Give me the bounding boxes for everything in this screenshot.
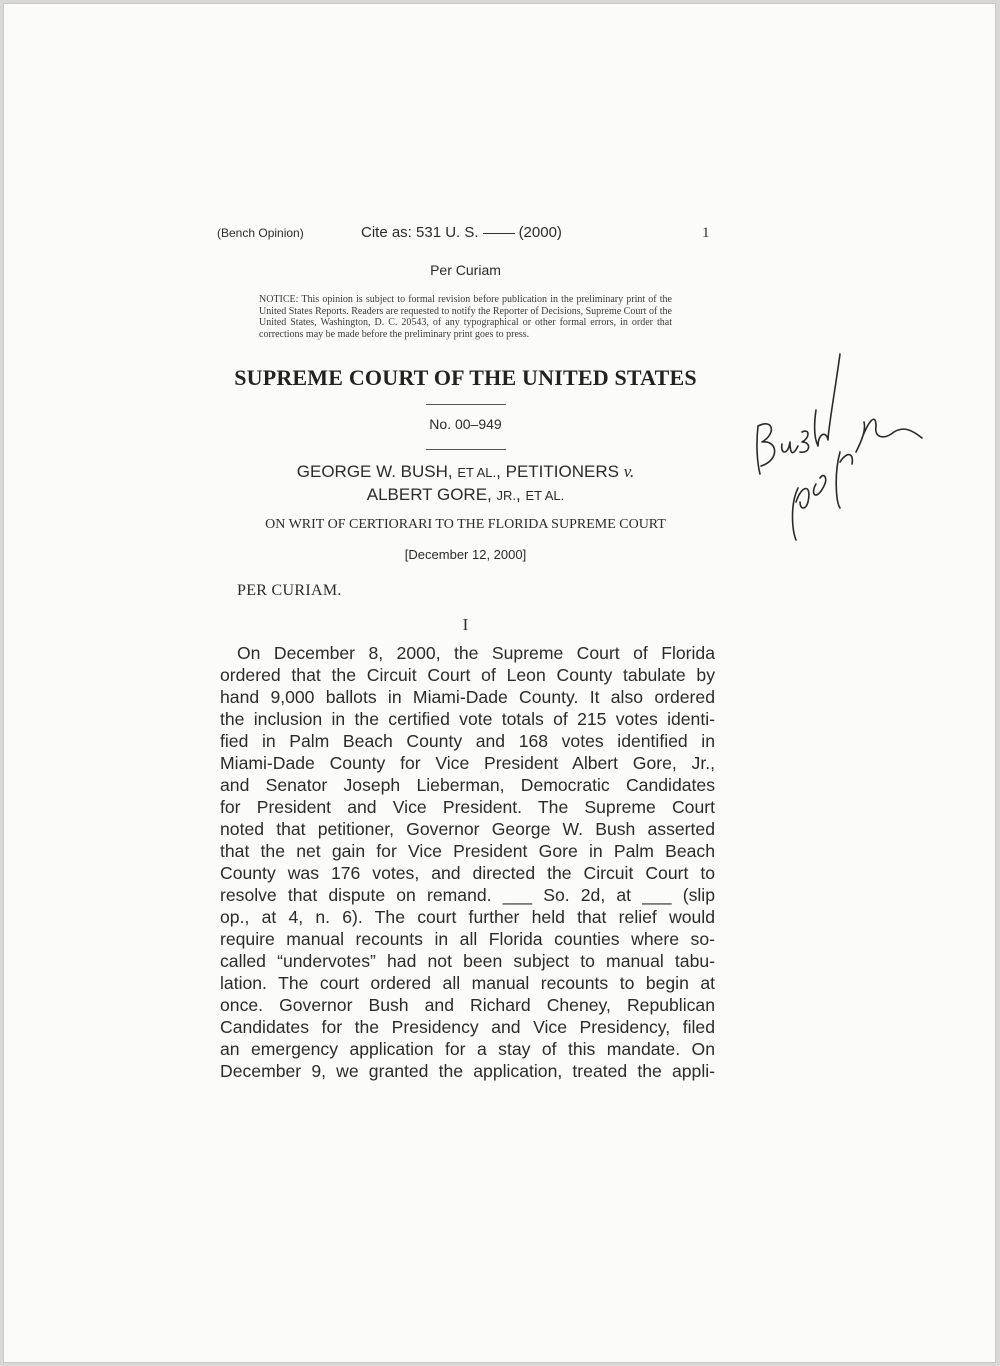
body-line: noted that petitioner, Governor George W. Bush asserted <box>220 819 715 839</box>
parties-line-2 <box>217 484 714 507</box>
respondent-name: ALBERT GORE, <box>366 485 492 504</box>
signature-strokes <box>757 354 922 540</box>
body-line: that the net gain for Vice President Gore in Palm Beach <box>220 841 715 861</box>
citation-year: (2000) <box>518 224 562 241</box>
notice-paragraph: NOTICE: This opinion is subject to formal revision before publication in the preliminary print of the United States Reports. Readers are requested to notify the Reporter of Decisions, Supreme Court of the United States, Washington, D. C. 20543, of any typographical or other formal errors, in order that corrections may be made before the preliminary print goes to press. <box>259 294 672 340</box>
body-line: require manual recounts in all Florida counties where so- <box>220 929 715 949</box>
petitioners-label: , PETITIONERS <box>496 462 619 481</box>
comma: , <box>516 485 521 504</box>
citation-blank <box>483 233 515 234</box>
body-line: Miami-Dade County for Vice President Albert Gore, Jr., <box>220 753 715 773</box>
writ-line: ON WRIT OF CERTIORARI TO THE FLORIDA SUPREME COURT <box>265 517 666 532</box>
divider <box>426 404 506 405</box>
citation-prefix: Cite as: 531 U. S. <box>361 224 479 241</box>
decision-date: [December 12, 2000] <box>404 547 527 562</box>
citation <box>361 222 562 244</box>
page-number: 1 <box>702 225 710 241</box>
divider <box>426 449 506 450</box>
body-line: hand 9,000 ballots in Miami-Dade County. It also ordered <box>220 687 715 707</box>
et-al: ET AL. <box>525 488 565 503</box>
body-line: lation. The court ordered all manual recounts to begin at <box>220 973 715 993</box>
body-line: County was 176 votes, and directed the Circuit Court to <box>220 863 715 883</box>
body-line: op., at 4, n. 6). The court further held that relief would <box>220 907 715 927</box>
document-page <box>3 3 996 1363</box>
case-number: No. 00–949 <box>429 416 502 432</box>
parties-line-1 <box>217 461 714 484</box>
body-line: December 9, we granted the application, treated the appli- <box>220 1061 715 1081</box>
body-line: On December 8, 2000, the Supreme Court of Florida <box>237 643 715 663</box>
body-line: called “undervotes” had not been subject to manual tabu- <box>220 951 715 971</box>
body-line: ordered that the Circuit Court of Leon County tabulate by <box>220 665 715 685</box>
body-line: Candidates for the Presidency and Vice Presidency, filed <box>220 1017 715 1037</box>
body-line: the inclusion in the certified vote totals of 215 votes identi- <box>220 709 715 729</box>
jr-suffix: JR. <box>496 488 516 503</box>
body-line: an emergency application for a stay of this mandate. On <box>220 1039 715 1059</box>
handwritten-signature <box>744 334 934 554</box>
court-title: SUPREME COURT OF THE UNITED STATES <box>234 365 697 390</box>
versus: v. <box>623 462 635 481</box>
case-parties <box>217 461 714 507</box>
body-line: once. Governor Bush and Richard Cheney, Republican <box>220 995 715 1015</box>
body-line: fied in Palm Beach County and 168 votes identified in <box>220 731 715 751</box>
section-number: I <box>462 615 469 634</box>
petitioner-name: GEORGE W. BUSH, <box>296 462 453 481</box>
body-line: and Senator Joseph Lieberman, Democratic Candidates <box>220 775 715 795</box>
body-line: resolve that dispute on remand. ___ So. 2d, at ___ (slip <box>220 885 715 905</box>
bench-opinion-label: (Bench Opinion) <box>217 226 304 240</box>
et-al: ET AL. <box>457 465 497 480</box>
opinion-type: Per Curiam <box>430 262 501 278</box>
per-curiam-heading: PER CURIAM. <box>237 582 342 599</box>
opinion-body <box>220 642 715 1082</box>
body-line: for President and Vice President. The Supreme Court <box>220 797 715 817</box>
